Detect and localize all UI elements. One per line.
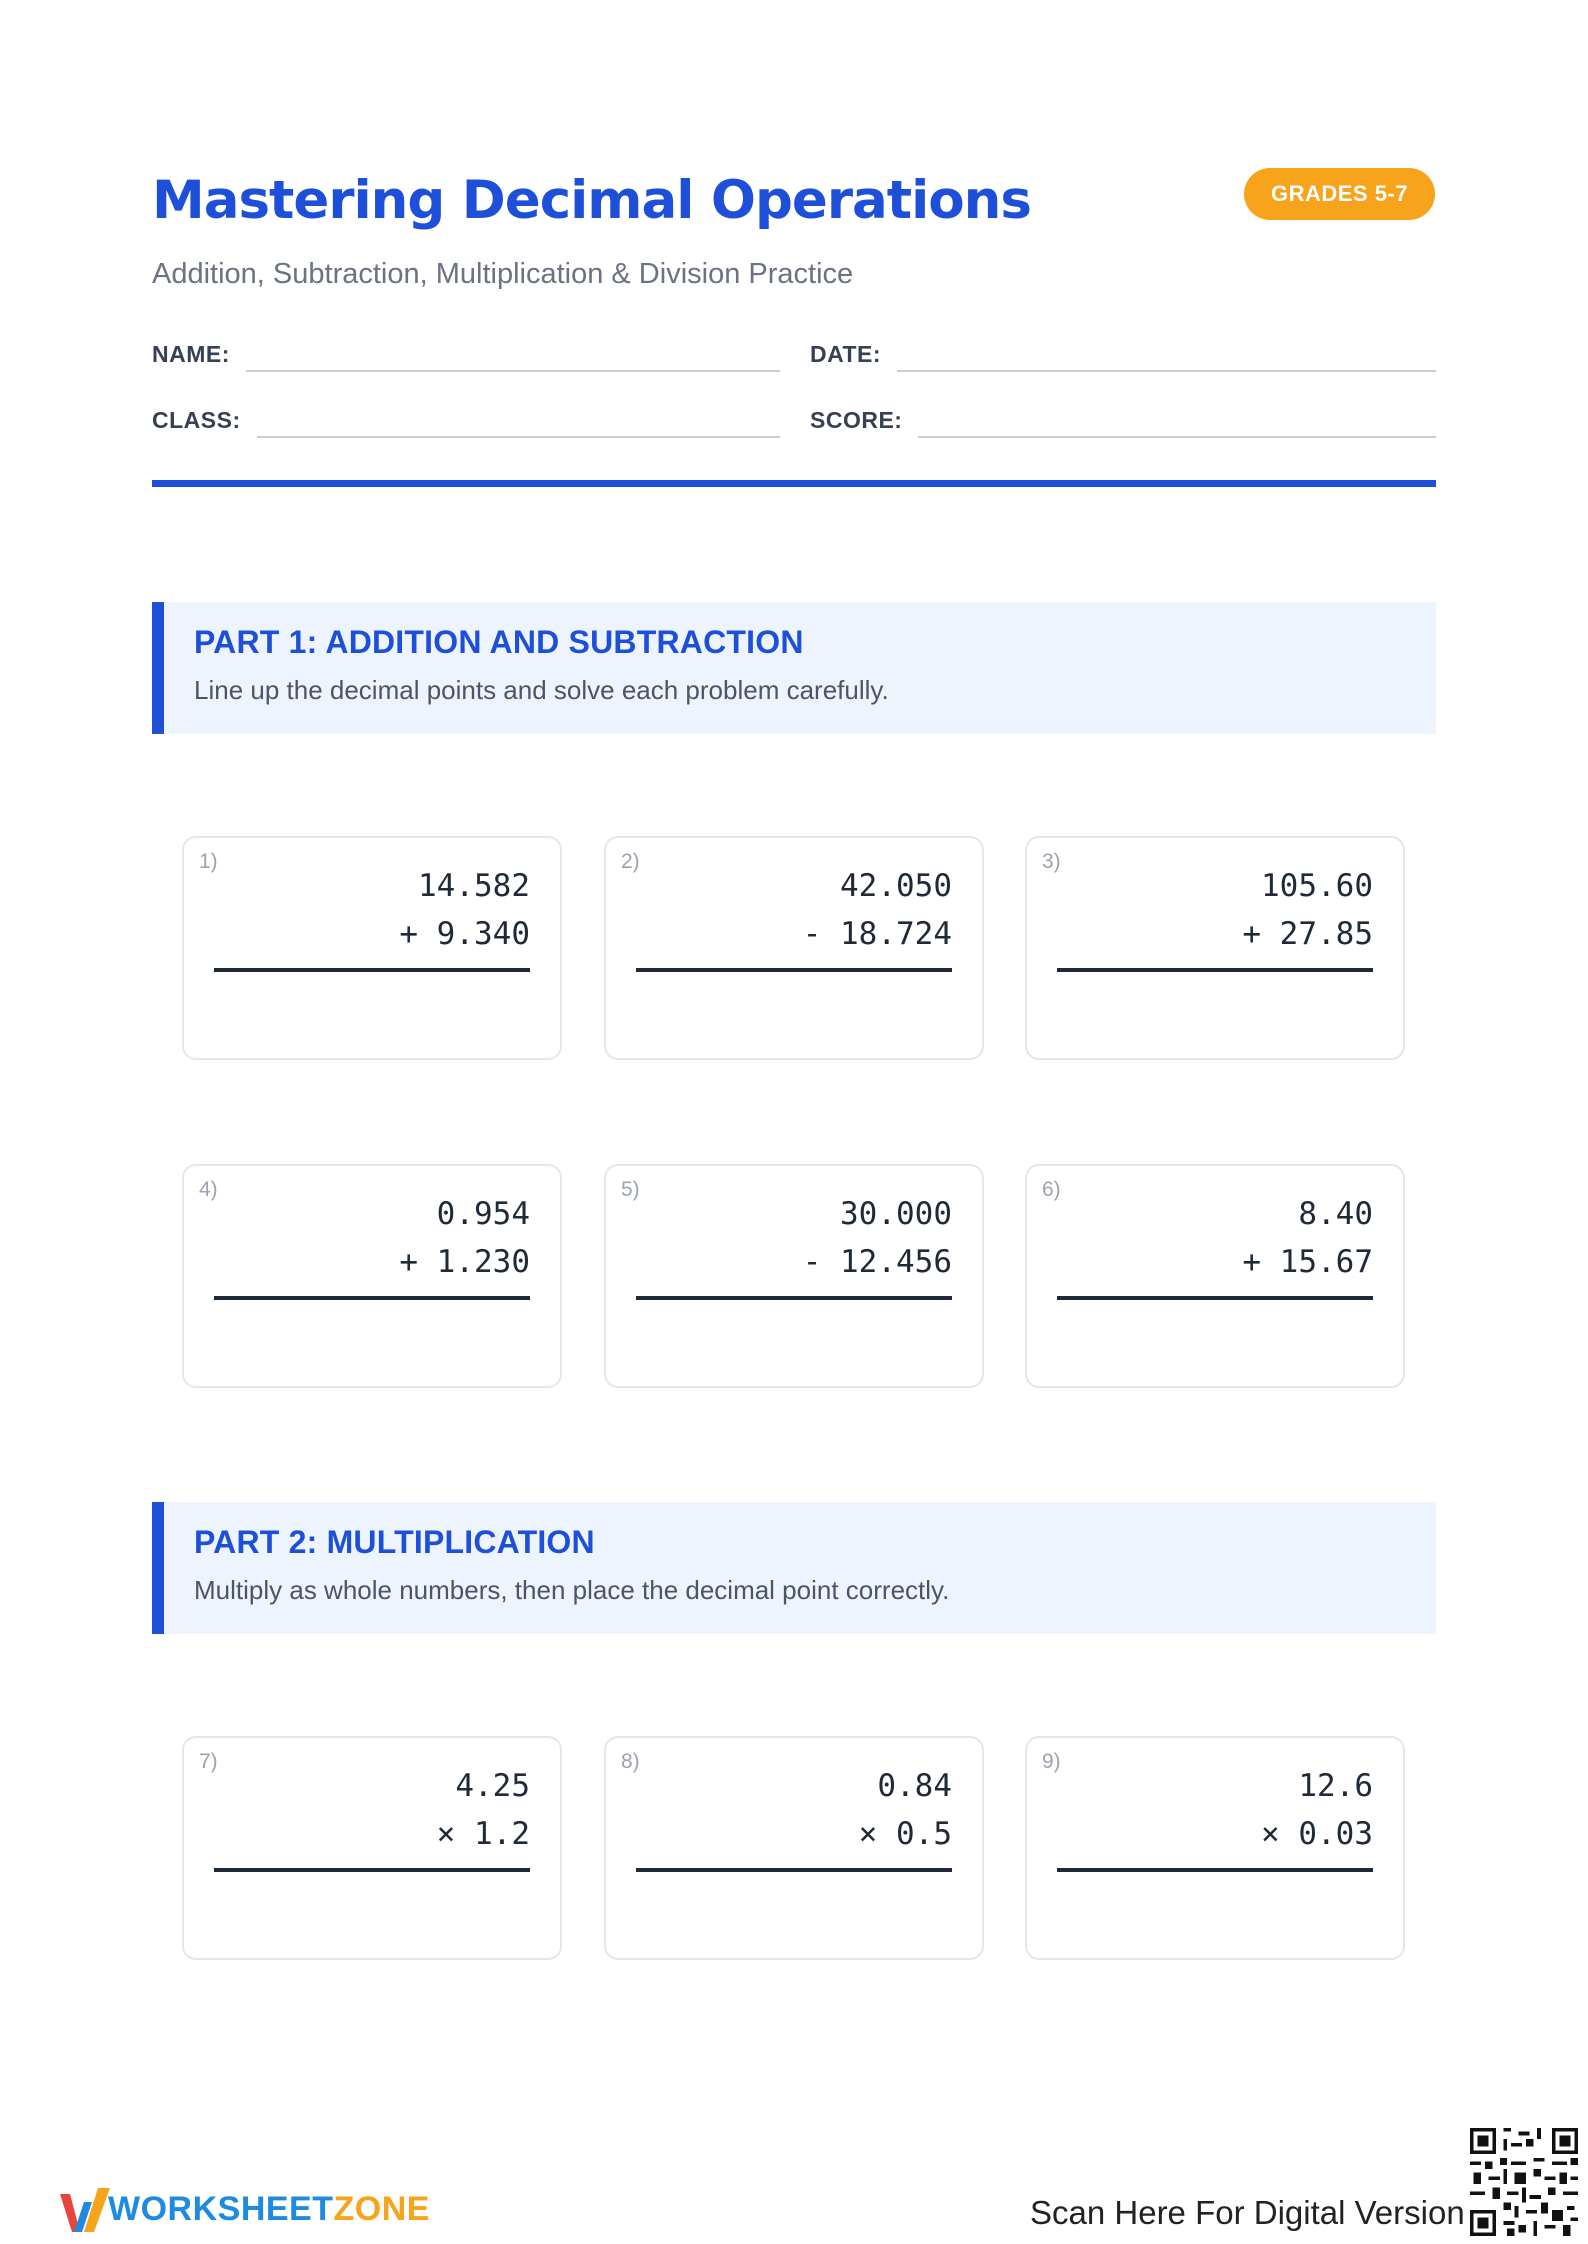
grade-badge: GRADES 5-7 <box>1244 168 1435 220</box>
problem-card <box>182 1736 562 1960</box>
problem-bottom-number: + 15.67 <box>1242 1244 1373 1280</box>
problem-top-number: 14.582 <box>418 868 530 904</box>
problem-bottom-number: + 9.340 <box>399 916 530 952</box>
date-line[interactable] <box>897 340 1436 372</box>
class-label: CLASS: <box>152 407 241 433</box>
answer-line <box>214 1296 530 1300</box>
scan-instruction: Scan Here For Digital Version <box>1030 2194 1465 2231</box>
score-label: SCORE: <box>810 407 903 433</box>
problem-bottom-number: × 0.03 <box>1261 1816 1373 1852</box>
problem-bottom-number: - 12.456 <box>802 1244 952 1280</box>
date-field[interactable] <box>810 340 1436 372</box>
problem-card <box>182 836 562 1060</box>
problem-card <box>604 836 984 1060</box>
answer-line <box>636 1296 952 1300</box>
problem-number: 9) <box>1042 1750 1061 1773</box>
problem-bottom-number: + 27.85 <box>1242 916 1373 952</box>
problem-top-number: 105.60 <box>1261 868 1373 904</box>
answer-line <box>636 968 952 972</box>
footer-brand[interactable] <box>108 2190 430 2229</box>
problem-card <box>604 1736 984 1960</box>
problem-bottom-number: × 1.2 <box>436 1816 530 1852</box>
score-field[interactable] <box>810 406 1436 438</box>
problem-number: 8) <box>621 1750 640 1773</box>
problem-number: 7) <box>199 1750 218 1773</box>
problem-top-number: 12.6 <box>1298 1768 1373 1804</box>
brand-worksheet: WORKSHEET <box>108 2190 334 2228</box>
problem-number: 2) <box>621 850 640 873</box>
problem-card <box>1025 1736 1405 1960</box>
problem-card <box>1025 1164 1405 1388</box>
problem-top-number: 0.954 <box>436 1196 530 1232</box>
problem-number: 3) <box>1042 850 1061 873</box>
name-label: NAME: <box>152 341 230 367</box>
part1-title: PART 1: ADDITION AND SUBTRACTION <box>194 624 804 660</box>
header-divider <box>152 480 1436 487</box>
problem-bottom-number: + 1.230 <box>399 1244 530 1280</box>
name-field[interactable] <box>152 340 780 372</box>
answer-line <box>636 1868 952 1872</box>
name-line[interactable] <box>246 340 780 372</box>
score-line[interactable] <box>918 406 1436 438</box>
answer-line <box>1057 968 1373 972</box>
class-field[interactable] <box>152 406 780 438</box>
class-line[interactable] <box>257 406 780 438</box>
problem-card <box>1025 836 1405 1060</box>
date-label: DATE: <box>810 341 882 367</box>
answer-line <box>1057 1296 1373 1300</box>
answer-line <box>1057 1868 1373 1872</box>
answer-line <box>214 1868 530 1872</box>
problem-number: 4) <box>199 1178 218 1201</box>
problem-number: 5) <box>621 1178 640 1201</box>
problem-card <box>182 1164 562 1388</box>
problem-top-number: 30.000 <box>840 1196 952 1232</box>
problem-top-number: 42.050 <box>840 868 952 904</box>
qr-code-icon[interactable] <box>1470 2128 1578 2236</box>
problem-top-number: 0.84 <box>877 1768 952 1804</box>
part2-instructions: Multiply as whole numbers, then place the decimal point correctly. <box>194 1575 950 1605</box>
problem-card <box>604 1164 984 1388</box>
part1-header <box>152 602 1436 734</box>
part2-title: PART 2: MULTIPLICATION <box>194 1524 595 1560</box>
problem-bottom-number: × 0.5 <box>858 1816 952 1852</box>
worksheet-subtitle: Addition, Subtraction, Multiplication & Division Practice <box>152 258 854 290</box>
problem-number: 1) <box>199 850 218 873</box>
problem-bottom-number: - 18.724 <box>802 916 952 952</box>
part2-header <box>152 1502 1436 1634</box>
worksheet-title: Mastering Decimal Operations <box>152 170 1031 231</box>
problem-top-number: 8.40 <box>1298 1196 1373 1232</box>
brand-zone: ZONE <box>333 2190 430 2228</box>
part1-instructions: Line up the decimal points and solve each problem carefully. <box>194 675 889 705</box>
answer-line <box>214 968 530 972</box>
problem-number: 6) <box>1042 1178 1061 1201</box>
problem-top-number: 4.25 <box>455 1768 530 1804</box>
